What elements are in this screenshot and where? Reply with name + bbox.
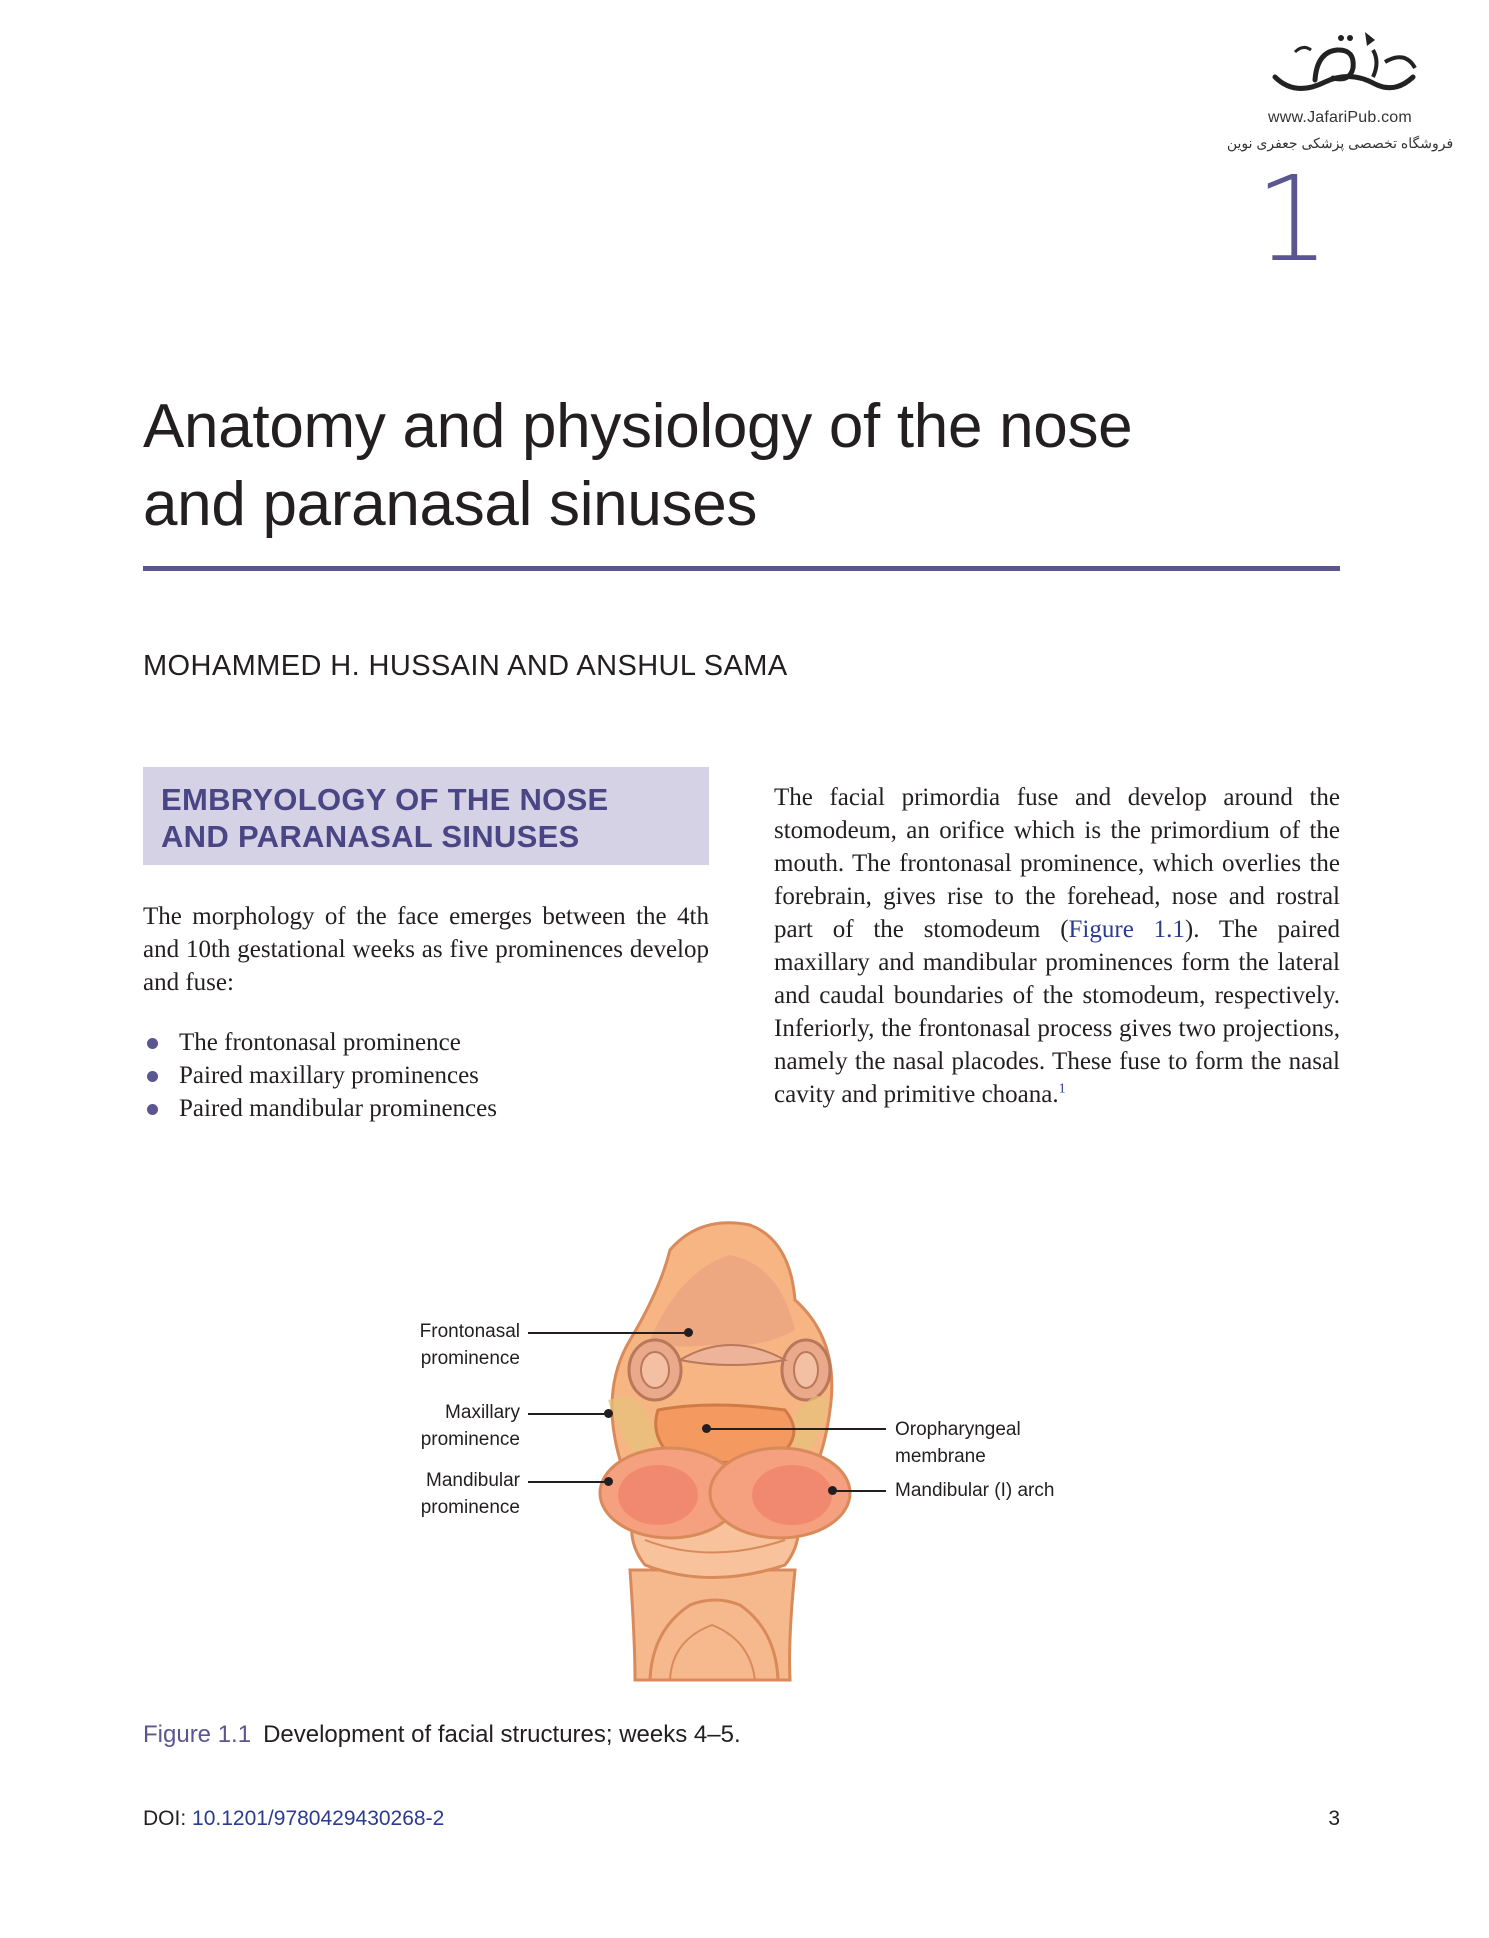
leader-dot — [684, 1328, 693, 1337]
leader-line — [528, 1481, 608, 1483]
leader-dot — [828, 1486, 837, 1495]
label-maxillary — [390, 1399, 520, 1453]
label-mandibular — [390, 1467, 520, 1521]
figure-link[interactable]: Figure 1.1 — [1068, 916, 1185, 943]
label-line: Mandibular — [426, 1470, 520, 1491]
list-item — [143, 1026, 709, 1059]
bullet-icon — [147, 1104, 158, 1115]
label-line: Frontonasal — [419, 1321, 520, 1342]
bullet-icon — [147, 1038, 158, 1049]
intro-paragraph: The morphology of the face emerges between the 4th and 10th gestational weeks as five prominences develop and fuse: — [143, 903, 709, 996]
section-heading-line: AND PARANASAL SINUSES — [161, 819, 580, 854]
chapter-number: 1 — [1254, 150, 1330, 288]
leader-line — [528, 1413, 608, 1415]
doi — [143, 1807, 444, 1831]
list-item-text: Paired mandibular prominences — [179, 1095, 497, 1122]
embryo-face-illustration — [540, 1210, 870, 1690]
figure-caption-label: Figure 1.1 — [143, 1721, 252, 1748]
figure-caption — [143, 1721, 741, 1749]
leader-line — [832, 1490, 886, 1492]
leader-dot — [604, 1477, 613, 1486]
label-line: prominence — [420, 1429, 520, 1450]
label-mandibular-arch: Mandibular (I) arch — [895, 1480, 1055, 1501]
calligraphy-logo-icon — [1255, 22, 1425, 107]
leader-dot — [604, 1409, 613, 1418]
chapter-title — [143, 388, 1343, 544]
figure-facial-development — [390, 1210, 1110, 1690]
section-heading — [161, 781, 691, 855]
prominence-list — [143, 1026, 709, 1125]
leader-dot — [702, 1424, 711, 1433]
page-number: 3 — [1328, 1807, 1340, 1830]
list-item — [143, 1059, 709, 1092]
bullet-icon — [147, 1071, 158, 1082]
chapter-authors: MOHAMMED H. HUSSAIN AND ANSHUL SAMA — [143, 650, 788, 682]
doi-label: DOI: — [143, 1807, 187, 1830]
body-text: The facial primordia fuse and develop around the stomodeum, an orifice which is the primordium of the mouth. The frontonasal prominence, which overlies the forebrain, gives rise to the forehead, nose and rostral part of the stomodeum ( — [774, 784, 1340, 943]
reference-link[interactable]: 1 — [1058, 1081, 1066, 1097]
list-item-text: Paired maxillary prominences — [179, 1062, 479, 1089]
body-text: ). The paired maxillary and mandibular prominences form the lateral and caudal boundaries of the stomodeum, respectively. Inferiorly, the frontonasal process gives two projections, namely the nasal placodes. These fuse to form the nasal cavity and primitive choana. — [774, 916, 1340, 1108]
label-line: prominence — [420, 1348, 520, 1369]
list-item — [143, 1092, 709, 1125]
leader-line — [706, 1428, 886, 1430]
label-line: Maxillary — [445, 1402, 520, 1423]
section-heading-line: EMBRYOLOGY OF THE NOSE — [161, 782, 609, 817]
section-heading-box — [143, 767, 709, 865]
label-frontonasal — [390, 1318, 520, 1372]
chapter-title-line: and paranasal sinuses — [143, 470, 758, 539]
leader-line — [528, 1332, 688, 1334]
publisher-logo — [1225, 22, 1455, 167]
figure-caption-text: Development of facial structures; weeks 4–5. — [263, 1721, 741, 1748]
doi-link[interactable]: 10.1201/9780429430268-2 — [192, 1807, 445, 1830]
list-item-text: The frontonasal prominence — [179, 1029, 461, 1056]
label-oropharyngeal — [895, 1416, 1095, 1470]
body-paragraph — [774, 781, 1340, 1111]
publisher-subtitle: فروشگاه تخصصی پزشکی جعفری نوین — [1226, 135, 1454, 151]
chapter-title-line: Anatomy and physiology of the nose — [143, 392, 1133, 461]
label-line: prominence — [420, 1497, 520, 1518]
label-line: Oropharyngeal — [895, 1419, 1021, 1440]
publisher-url[interactable]: www.JafariPub.com — [1268, 109, 1412, 126]
title-divider — [143, 566, 1340, 571]
label-line: membrane — [895, 1446, 986, 1467]
